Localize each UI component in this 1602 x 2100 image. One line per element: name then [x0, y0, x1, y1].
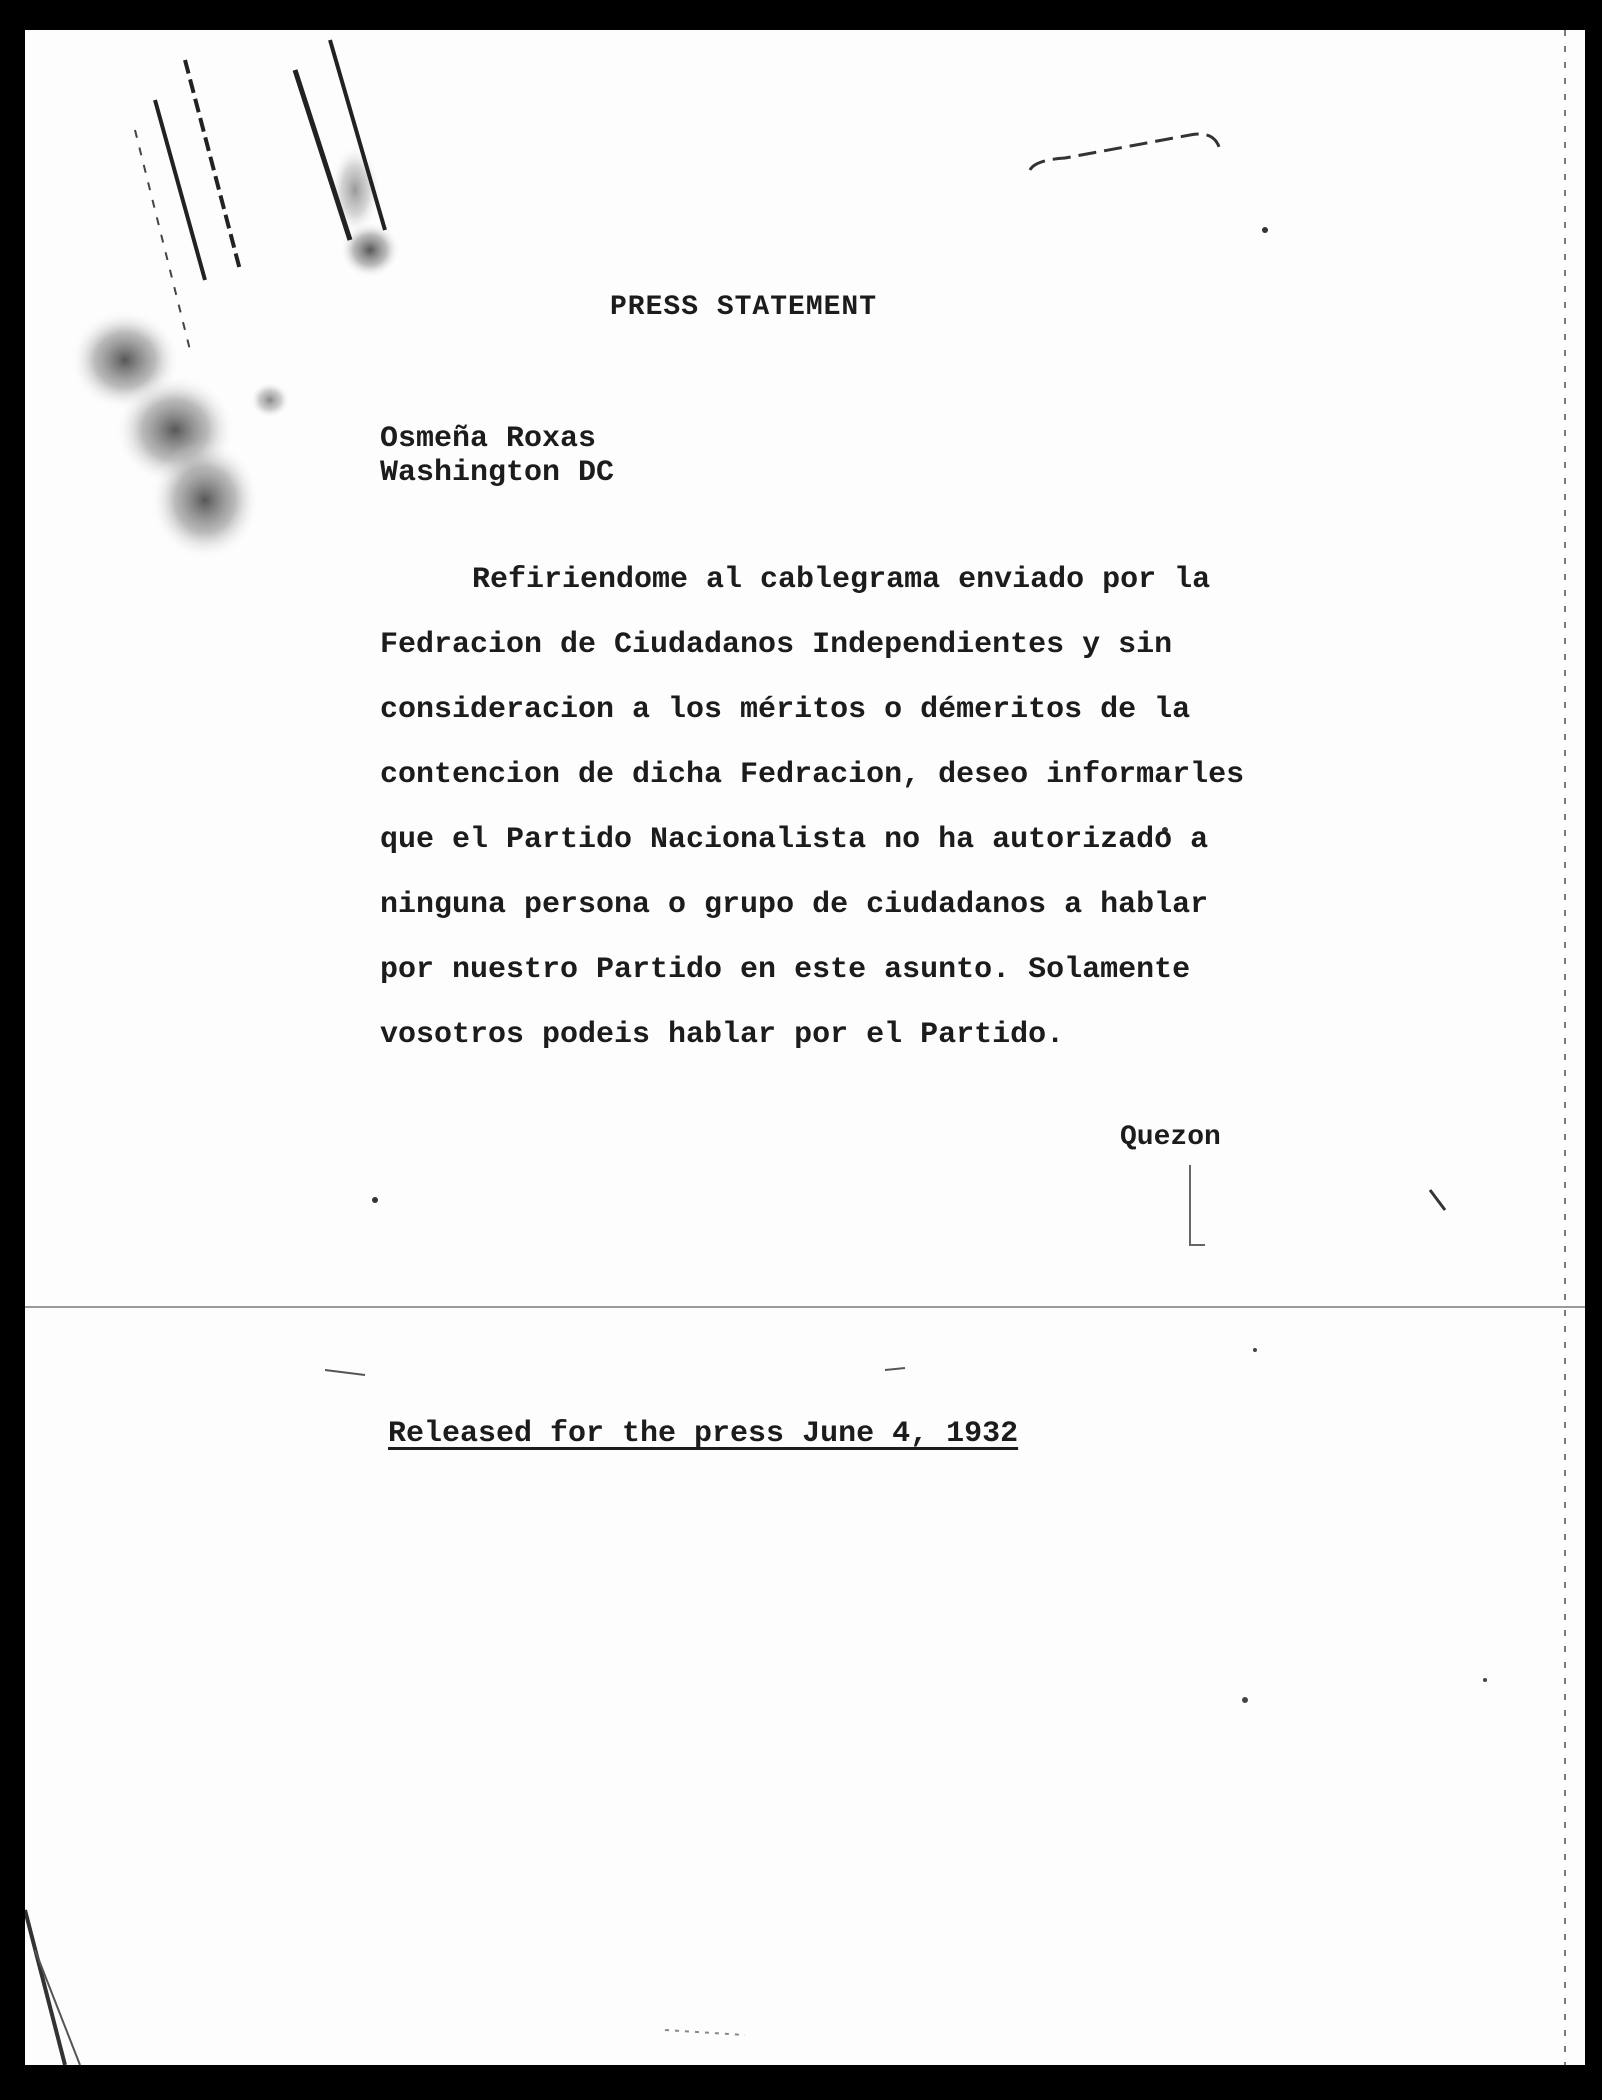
release-note: Released for the press June 4, 1932 — [388, 1417, 1019, 1451]
body-line: Refiriendome al cablegrama enviado por la — [472, 563, 1211, 597]
address-line-city: Washington DC — [380, 456, 615, 490]
document-page — [25, 30, 1585, 2065]
body-line: consideracion a los méritos o démeritos de la — [380, 693, 1191, 727]
body-line: que el Partido Nacionalista no ha autorizado a — [380, 823, 1209, 857]
body-line: ninguna persona o grupo de ciudadanos a hablar — [380, 888, 1209, 922]
document-heading: PRESS STATEMENT — [610, 292, 878, 323]
body-line: por nuestro Partido en este asunto. Solamente — [380, 953, 1191, 987]
body-line: Fedracion de Ciudadanos Independientes y sin — [380, 628, 1173, 662]
signature: Quezon — [1120, 1122, 1221, 1153]
body-line: contencion de dicha Fedracion, deseo informarles — [380, 758, 1245, 792]
recipient-address — [380, 422, 614, 490]
body-line: vosotros podeis hablar por el Partido. — [380, 1018, 1065, 1052]
statement-body — [380, 548, 1380, 1068]
address-line-names: Osmeña Roxas — [380, 422, 597, 456]
